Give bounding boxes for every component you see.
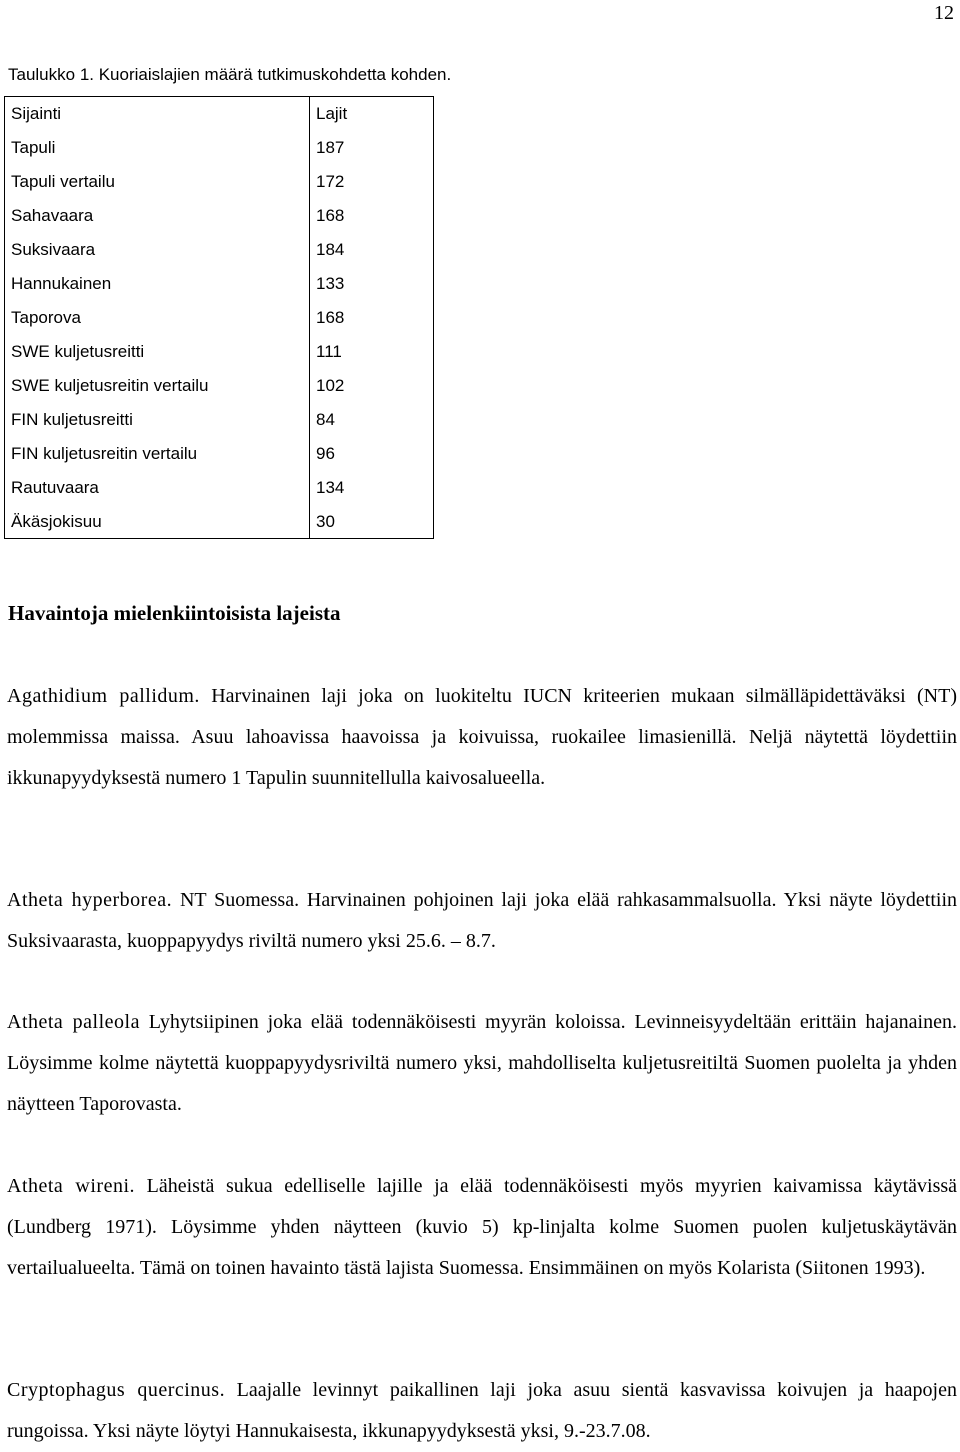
species-count-cell: 111 (310, 335, 434, 369)
paragraph-text: Laajalle levinnyt paikallinen laji joka asuu sientä kasvavissa koivujen ja haapojen rungoissa. Yksi näyte löytyi Hannukaisesta, ikkunapyydyksestä yksi, 9.-23.7.08. (7, 1379, 957, 1442)
species-count-cell: 172 (310, 165, 434, 199)
table-row (5, 165, 434, 199)
species-count-cell: 133 (310, 267, 434, 301)
table-caption: Taulukko 1. Kuoriaislajien määrä tutkimuskohdetta kohden. (8, 65, 452, 84)
species-count-cell: 134 (310, 471, 434, 505)
column-header-species: Lajit (310, 97, 434, 131)
species-count-table (4, 96, 434, 539)
location-cell: Sahavaara (5, 199, 310, 233)
table-row (5, 437, 434, 471)
location-cell: Äkäsjokisuu (5, 505, 310, 539)
table-row (5, 335, 434, 369)
species-paragraph (7, 1002, 957, 1125)
table-row (5, 403, 434, 437)
paragraph-text: Harvinainen laji joka on luokiteltu IUCN kriteerien mukaan silmälläpidettäväksi (NT) molemmissa maissa. Asuu lahoavissa haavoissa ja koivuissa, ruokailee limasienillä. Neljä näytettä löydettiin ikkunapyydyksestä numero 1 Tapulin suunnitellulla kaivosalueella. (7, 685, 957, 789)
species-count-cell: 84 (310, 403, 434, 437)
page-number: 12 (934, 2, 954, 24)
location-cell: Rautuvaara (5, 471, 310, 505)
section-heading: Havaintoja mielenkiintoisista lajeista (8, 601, 341, 625)
location-cell: Tapuli vertailu (5, 165, 310, 199)
species-count-cell: 102 (310, 369, 434, 403)
table-row (5, 267, 434, 301)
location-cell: FIN kuljetusreitin vertailu (5, 437, 310, 471)
table-row (5, 199, 434, 233)
species-count-cell: 184 (310, 233, 434, 267)
location-cell: FIN kuljetusreitti (5, 403, 310, 437)
table-row (5, 369, 434, 403)
species-paragraph (7, 1166, 957, 1289)
species-count-cell: 30 (310, 505, 434, 539)
paragraph-text: Lyhytsiipinen joka elää todennäköisesti myyrän koloissa. Levinneisyydeltään erittäin hajanainen. Löysimme kolme näytettä kuoppapyydysriviltä numero yksi, mahdolliselta kuljetusreitiltä Suomen puolelta ja yhden näytteen Taporovasta. (7, 1011, 957, 1115)
column-header-location: Sijainti (5, 97, 310, 131)
location-cell: Hannukainen (5, 267, 310, 301)
species-name: Atheta wireni. (7, 1175, 136, 1197)
species-count-cell: 96 (310, 437, 434, 471)
species-name: Agathidium pallidum. (7, 685, 200, 707)
location-cell: SWE kuljetusreitin vertailu (5, 369, 310, 403)
location-cell: SWE kuljetusreitti (5, 335, 310, 369)
table-row (5, 131, 434, 165)
species-paragraph (7, 1370, 957, 1452)
table-row (5, 301, 434, 335)
species-count-cell: 187 (310, 131, 434, 165)
species-name: Cryptophagus quercinus. (7, 1379, 226, 1401)
species-count-cell: 168 (310, 199, 434, 233)
paragraph-text: NT Suomessa. Harvinainen pohjoinen laji joka elää rahkasammalsuolla. Yksi näyte löydettiin Suksivaarasta, kuoppapyydys riviltä numero yksi 25.6. – 8.7. (7, 889, 958, 952)
table-row (5, 471, 434, 505)
table-header-row (5, 97, 434, 131)
species-name: Atheta palleola (7, 1011, 140, 1033)
species-paragraph (7, 880, 957, 962)
location-cell: Suksivaara (5, 233, 310, 267)
table-row (5, 505, 434, 539)
location-cell: Tapuli (5, 131, 310, 165)
species-paragraph (7, 676, 957, 799)
species-name: Atheta hyperborea. (7, 889, 173, 911)
paragraph-text: Läheistä sukua edelliselle lajille ja elää todennäköisesti myös myyrien kaivamissa käytävissä (Lundberg 1971). Löysimme yhden näytteen (kuvio 5) kp-linjalta kolme Suomen puolen kuljetuskäytävän vertailualueelta. Tämä on toinen havainto tästä lajista Suomessa. Ensimmäinen on myös Kolarista (Siitonen 1993). (7, 1175, 958, 1279)
location-cell: Taporova (5, 301, 310, 335)
table-row (5, 233, 434, 267)
species-count-cell: 168 (310, 301, 434, 335)
